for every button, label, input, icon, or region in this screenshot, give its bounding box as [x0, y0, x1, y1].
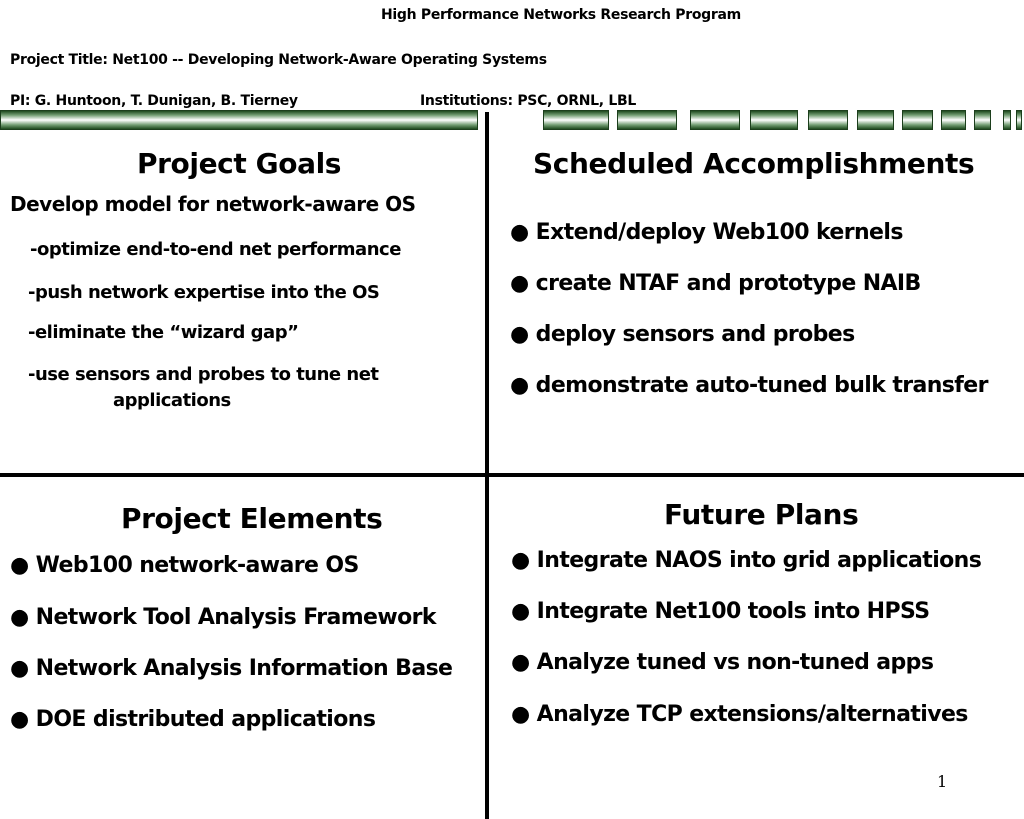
bullet-icon: ● [510, 271, 529, 296]
bullet-icon: ● [511, 650, 530, 675]
page-number: 1 [937, 772, 948, 791]
list-item: ● Extend/deploy Web100 kernels [510, 220, 903, 245]
project-goal-item: -eliminate the “wizard gap” [28, 322, 299, 343]
bar-segment [941, 110, 966, 130]
scheduled-accomplishments-title: Scheduled Accomplishments [533, 147, 975, 180]
bar-segment [808, 110, 848, 130]
future-plans-title: Future Plans [664, 498, 859, 531]
bar-segment [690, 110, 740, 130]
bullet-icon: ● [511, 599, 530, 624]
bar-segment [750, 110, 798, 130]
project-goal-item-continuation: applications [113, 390, 231, 411]
bullet-icon: ● [10, 656, 29, 681]
bullet-icon: ● [10, 553, 29, 578]
list-item: ● Analyze tuned vs non-tuned apps [511, 650, 934, 675]
list-item: ● deploy sensors and probes [510, 322, 855, 347]
bullet-icon: ● [510, 373, 529, 398]
horizontal-divider [0, 473, 1024, 477]
program-title: High Performance Networks Research Program [381, 7, 741, 23]
project-goal-item: -use sensors and probes to tune net [28, 364, 379, 385]
bar-segment [974, 110, 991, 130]
bullet-icon: ● [10, 605, 29, 630]
bar-segment [617, 110, 677, 130]
bar-segment [1016, 110, 1022, 130]
project-goals-lead: Develop model for network-aware OS [10, 192, 416, 216]
vertical-divider [485, 112, 489, 819]
list-item: ● demonstrate auto-tuned bulk transfer [510, 373, 988, 398]
project-goal-item: -optimize end-to-end net performance [30, 239, 401, 260]
principal-investigators: PI: G. Huntoon, T. Dunigan, B. Tierney [10, 93, 298, 109]
list-item: ● Network Tool Analysis Framework [10, 605, 436, 630]
bar-segment [543, 110, 609, 130]
bar-segment [902, 110, 933, 130]
project-elements-title: Project Elements [121, 502, 383, 535]
bullet-icon: ● [511, 702, 530, 727]
list-item: ● Web100 network-aware OS [10, 553, 359, 578]
project-goal-item: -push network expertise into the OS [28, 282, 380, 303]
list-item: ● create NTAF and prototype NAIB [510, 271, 921, 296]
list-item: ● Integrate NAOS into grid applications [511, 548, 982, 573]
list-item: ● Integrate Net100 tools into HPSS [511, 599, 930, 624]
list-item: ● DOE distributed applications [10, 707, 376, 732]
bullet-icon: ● [511, 548, 530, 573]
project-title: Project Title: Net100 -- Developing Network-Aware Operating Systems [10, 52, 547, 68]
bar-segment [1003, 110, 1011, 130]
institutions: Institutions: PSC, ORNL, LBL [420, 93, 636, 109]
bullet-icon: ● [10, 707, 29, 732]
list-item: ● Network Analysis Information Base [10, 656, 453, 681]
bar-segment [857, 110, 894, 130]
bullet-icon: ● [510, 220, 529, 245]
list-item: ● Analyze TCP extensions/alternatives [511, 702, 968, 727]
bullet-icon: ● [510, 322, 529, 347]
project-goals-title: Project Goals [137, 147, 342, 180]
bar-segment [0, 110, 478, 130]
